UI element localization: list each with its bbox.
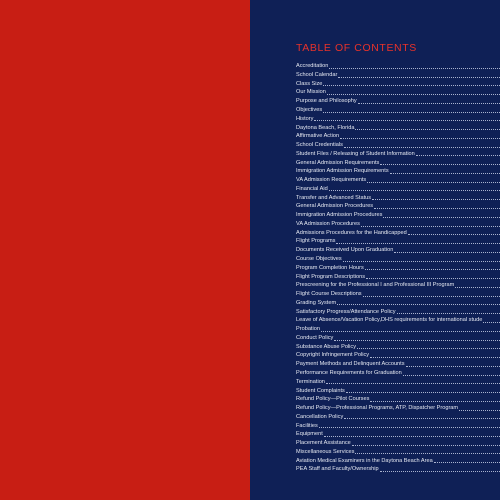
dot-leader [434, 460, 500, 463]
toc-page [250, 0, 500, 500]
toc-entry-label: Refund Policy—Pilot Courses [296, 396, 370, 403]
toc-entry [296, 87, 500, 96]
dot-leader [355, 451, 500, 454]
toc-entry [296, 464, 500, 473]
toc-entry [296, 184, 500, 193]
toc-entry-label: Copyright Infringement Policy [296, 352, 370, 359]
toc-entry [296, 131, 500, 140]
toc-entry [296, 394, 500, 403]
toc-entry [296, 324, 500, 333]
toc-entry [296, 149, 500, 158]
toc-entry-label: General Admission Requirements [296, 159, 380, 166]
dot-leader [355, 127, 500, 130]
dot-leader [344, 145, 500, 148]
toc-entry-label: Flight Programs [296, 238, 336, 245]
dot-leader [334, 338, 500, 341]
dot-leader [370, 399, 500, 402]
dot-leader [406, 364, 500, 367]
toc-entry-label: Daytona Beach, Florida [296, 124, 355, 131]
dot-leader [408, 232, 500, 235]
dot-leader [358, 101, 500, 104]
dot-leader [329, 66, 500, 69]
toc-entry-label: Substance Abuse Policy [296, 343, 357, 350]
dot-leader [337, 302, 500, 305]
dot-leader [366, 276, 500, 279]
toc-entry [296, 105, 500, 114]
toc-entry [296, 280, 500, 289]
toc-entry-label: Purpose and Philosophy [296, 98, 357, 105]
toc-entry-label: VA Admission Requirements [296, 177, 367, 184]
dot-leader [326, 381, 500, 384]
toc-entry-label: Documents Received Upon Graduation [296, 247, 394, 254]
toc-entry-label: Performance Requirements for Graduation [296, 369, 402, 376]
toc-entry-label: Placement Assistance [296, 440, 351, 447]
dot-leader [483, 320, 500, 323]
dot-leader [323, 110, 500, 113]
dot-leader [352, 443, 500, 446]
toc-entry [296, 438, 500, 447]
dot-leader [455, 285, 500, 288]
toc-entry [296, 420, 500, 429]
dot-leader [327, 92, 500, 95]
toc-entry [296, 342, 500, 351]
dot-leader [357, 346, 500, 349]
toc-entry-label: Facilities [296, 422, 318, 429]
toc-entry [296, 455, 500, 464]
toc-entry-label: Flight Program Descriptions [296, 273, 366, 280]
toc-entry [296, 175, 500, 184]
toc-entry-label: Student Complaints [296, 387, 345, 394]
toc-entry [296, 289, 500, 298]
dot-leader [383, 215, 500, 218]
dot-leader [380, 162, 500, 165]
toc-entry [296, 114, 500, 123]
dot-leader [319, 425, 500, 428]
toc-list [296, 61, 500, 473]
dot-leader [380, 469, 500, 472]
toc-entry-label: History [296, 115, 314, 122]
toc-entry [296, 368, 500, 377]
dot-leader [329, 188, 500, 191]
toc-entry-label: Course Objectives [296, 256, 342, 263]
toc-entry-label: Leave of Absence/Vacation Policy,DHS requirements for international stude [296, 317, 483, 324]
toc-entry-label: School Credentials [296, 142, 343, 149]
dot-leader [459, 408, 500, 411]
toc-entry [296, 96, 500, 105]
toc-entry-label: Grading System [296, 299, 337, 306]
dot-leader [390, 171, 500, 174]
dot-leader [361, 224, 500, 227]
toc-entry-label: Class Size [296, 80, 323, 87]
toc-entry-label: Immigration Admission Procedures [296, 212, 383, 219]
toc-entry-label: Immigration Admission Requirements [296, 168, 389, 175]
toc-entry [296, 157, 500, 166]
dot-leader [336, 241, 500, 244]
dot-leader [363, 294, 500, 297]
toc-entry [296, 122, 500, 131]
toc-entry-label: General Admission Procedures [296, 203, 374, 210]
toc-entry-label: Affirmative Action [296, 133, 340, 140]
toc-entry-label: Equipment [296, 431, 323, 438]
toc-entry [296, 447, 500, 456]
toc-entry-label: Termination [296, 378, 325, 385]
toc-entry-label: PEA Staff and Faculty/Ownership [296, 466, 379, 473]
toc-entry [296, 79, 500, 88]
toc-entry-label: Our Mission [296, 89, 326, 96]
toc-entry-label: Miscellaneous Services [296, 448, 355, 455]
toc-entry [296, 412, 500, 421]
dot-leader [403, 373, 500, 376]
dot-leader [321, 329, 500, 332]
toc-entry [296, 245, 500, 254]
toc-entry-label: Satisfactory Progress/Attendance Policy [296, 308, 396, 315]
dot-leader [365, 267, 500, 270]
toc-entry [296, 377, 500, 386]
dot-leader [340, 136, 500, 139]
toc-entry-label: Student Files / Releasing of Student Information [296, 150, 415, 157]
toc-entry-label: Flight Course Descriptions [296, 291, 362, 298]
dot-leader [416, 153, 500, 156]
toc-entry-label: Transfer and Advanced Status [296, 194, 372, 201]
toc-entry-label: Admissions Procedures for the Handicapped [296, 229, 407, 236]
dot-leader [394, 250, 500, 253]
toc-entry [296, 306, 500, 315]
toc-entry-label: Financial Aid [296, 185, 328, 192]
dot-leader [343, 259, 500, 262]
toc-entry [296, 201, 500, 210]
toc-entry [296, 140, 500, 149]
toc-entry-label: Aviation Medical Examiners in the Daytona Beach Area [296, 457, 433, 464]
dot-leader [367, 180, 500, 183]
dot-leader [374, 206, 500, 209]
toc-entry [296, 70, 500, 79]
toc-entry-label: VA Admission Procedures [296, 220, 360, 227]
toc-entry-label: Accreditation [296, 63, 329, 70]
dot-leader [370, 355, 500, 358]
toc-entry [296, 271, 500, 280]
toc-entry [296, 263, 500, 272]
toc-entry-label: School Calendar [296, 71, 338, 78]
toc-entry [296, 403, 500, 412]
toc-entry-label: Objectives [296, 107, 323, 113]
toc-entry-label: Conduct Policy [296, 334, 334, 341]
toc-entry [296, 429, 500, 438]
dot-leader [323, 83, 500, 86]
toc-entry [296, 61, 500, 70]
toc-entry [296, 350, 500, 359]
dot-leader [324, 434, 500, 437]
toc-entry-label: Cancellation Policy [296, 413, 344, 420]
dot-leader [397, 311, 500, 314]
dot-leader [338, 75, 500, 78]
toc-entry [296, 298, 500, 307]
toc-entry [296, 254, 500, 263]
toc-entry [296, 210, 500, 219]
toc-entry [296, 315, 500, 324]
dot-leader [344, 416, 500, 419]
toc-entry [296, 192, 500, 201]
toc-entry-label: Program Completion Hours [296, 264, 364, 271]
dot-leader [314, 118, 500, 121]
dot-leader [372, 197, 500, 200]
toc-title: TABLE OF CONTENTS [296, 42, 417, 54]
toc-entry [296, 166, 500, 175]
toc-entry-label: Payment Methods and Delinquent Accounts [296, 361, 405, 368]
toc-entry-label: Prescreening for the Professional I and Professional III Program [296, 282, 455, 289]
toc-entry [296, 333, 500, 342]
toc-entry-label: Probation [296, 326, 320, 333]
toc-entry [296, 236, 500, 245]
toc-entry-label: Refund Policy—Professional Programs, ATP, Dispatcher Program [296, 405, 459, 412]
toc-entry [296, 219, 500, 228]
dot-leader [346, 390, 500, 393]
toc-entry [296, 385, 500, 394]
toc-entry [296, 228, 500, 237]
toc-entry [296, 359, 500, 368]
